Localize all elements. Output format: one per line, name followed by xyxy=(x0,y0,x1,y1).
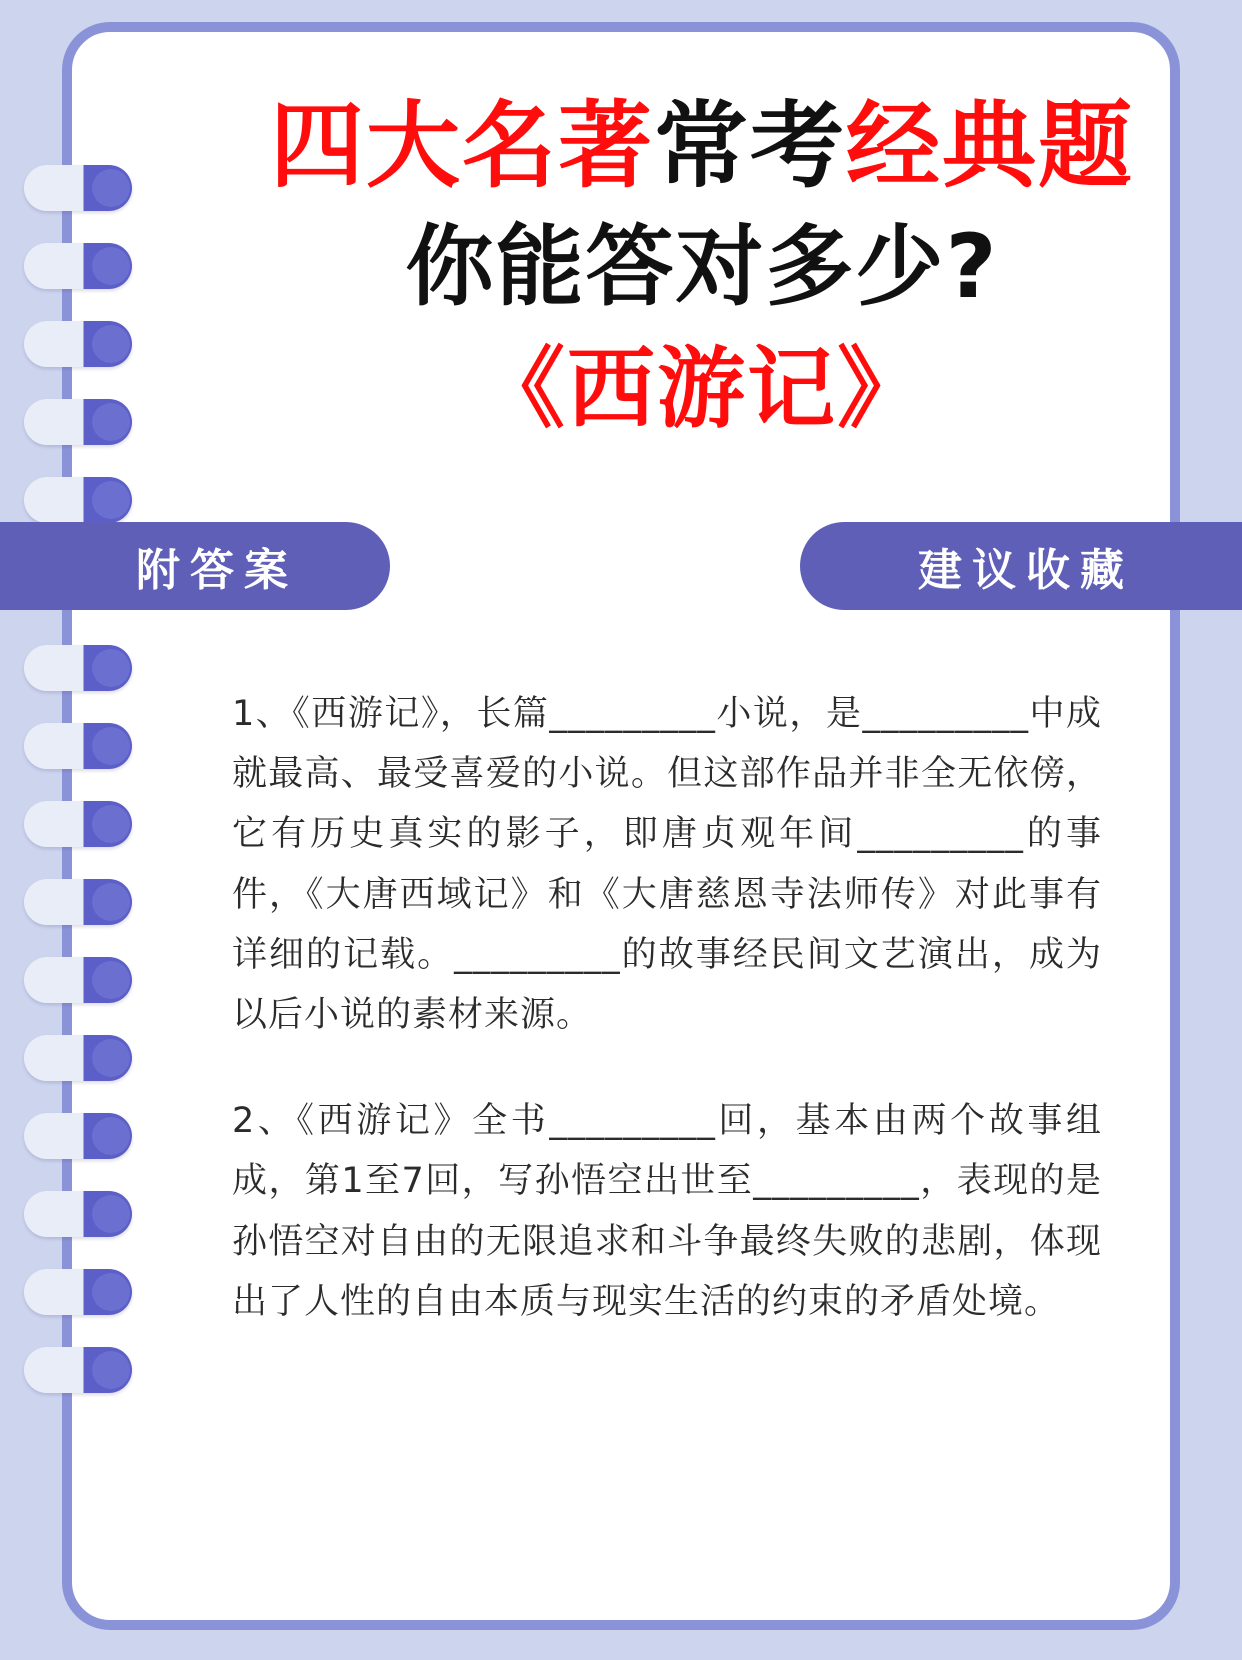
spiral-ring xyxy=(24,399,132,445)
spiral-ring xyxy=(24,879,132,925)
spiral-ring xyxy=(24,1191,132,1237)
badge-answers-included: 附答案 xyxy=(0,522,390,610)
spiral-ring xyxy=(24,645,132,691)
title-line-1-part2: 常考 xyxy=(653,92,846,201)
title-line-3: 《西游记》 xyxy=(476,336,927,440)
spiral-ring xyxy=(24,477,132,523)
spiral-ring xyxy=(24,723,132,769)
title-line-1-part3: 经典题 xyxy=(846,92,1135,201)
notebook-page xyxy=(62,22,1180,1630)
spiral-ring xyxy=(24,321,132,367)
title-line-1-part1: 四大名著 xyxy=(269,92,654,201)
spiral-ring xyxy=(24,165,132,211)
badge-suggest-save: 建议收藏 xyxy=(800,522,1242,610)
question-item-2: 2、《西游记》全书_________回，基本由两个故事组成，第1至7回，写孙悟空出世至_________，表现的是孙悟空对自由的无限追求和斗争最终失败的悲剧，体现出了人性的自由本质与现实生活的约束的矛盾处境。 xyxy=(232,1101,1102,1322)
spiral-ring xyxy=(24,1035,132,1081)
title-line-1 xyxy=(212,92,1180,203)
question-item-1: 1、《西游记》，长篇_________小说，是_________中成就最高、最受喜爱的小说。但这部作品并非全无依傍，它有历史真实的影子，即唐贞观年间_________的事件，《大唐西域记》和《大唐慈恩寺法师传》对此事有详细的记载。_________的故事经民间文艺演出，成为以后小说的素材来源。 xyxy=(232,694,1102,1035)
poster-title-block xyxy=(212,92,1180,441)
spiral-ring xyxy=(24,1347,132,1393)
title-line-2: 你能答对多少? xyxy=(405,214,999,318)
spiral-ring xyxy=(24,1113,132,1159)
spiral-ring xyxy=(24,243,132,289)
questions-container xyxy=(232,684,1102,1378)
spiral-ring xyxy=(24,957,132,1003)
spiral-ring xyxy=(24,1269,132,1315)
spiral-binding xyxy=(0,0,140,1660)
spiral-ring xyxy=(24,801,132,847)
